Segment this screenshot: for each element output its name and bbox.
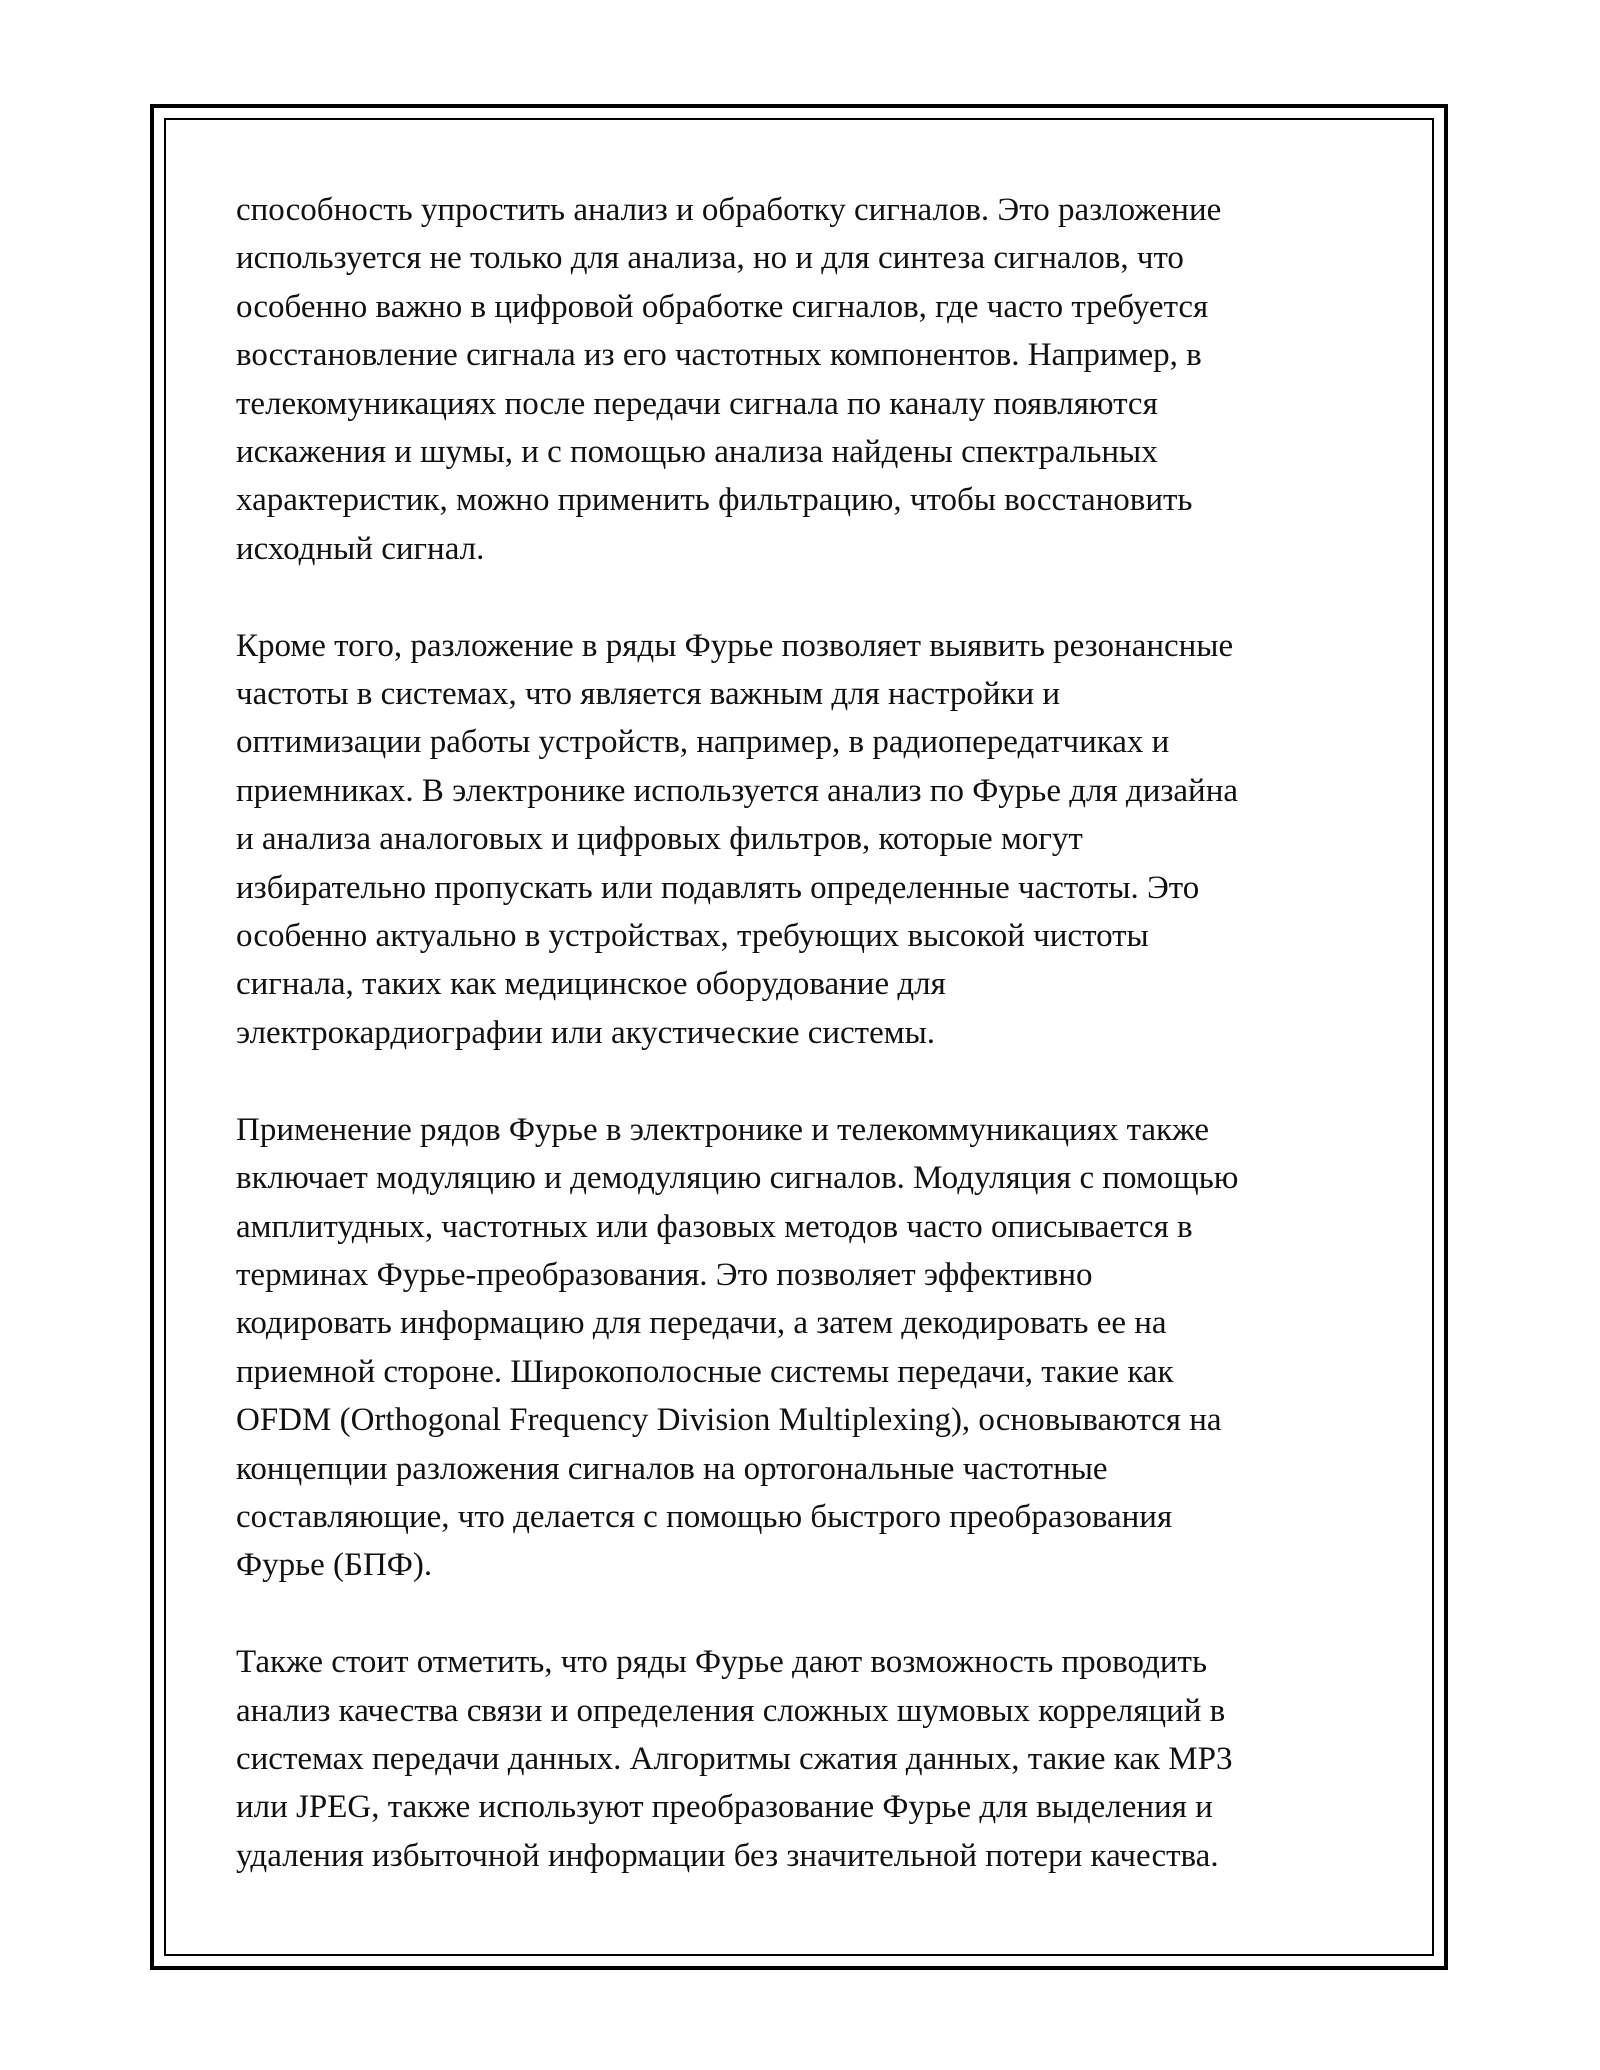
- text-line: OFDM (Orthogonal Frequency Division Multiplexing), основываются на: [236, 1402, 1222, 1439]
- text-line: Применение рядов Фурье в электронике и телекоммуникациях также: [236, 1111, 1210, 1148]
- text-line: характеристик, можно применить фильтрацию, чтобы восстановить: [236, 482, 1193, 519]
- text-line: телекомуникациях после передачи сигнала по каналу появляются: [236, 385, 1158, 422]
- text-line: удаления избыточной информации без значительной потери качества.: [236, 1837, 1219, 1874]
- text-line: анализ качества связи и определения сложных шумовых корреляций в: [236, 1692, 1226, 1729]
- text-line: Также стоит отметить, что ряды Фурье дают возможность проводить: [236, 1644, 1208, 1681]
- text-line: способность упростить анализ и обработку сигналов. Это разложение: [236, 192, 1222, 228]
- text-line: сигнала, таких как медицинское оборудование для: [236, 966, 946, 1003]
- text-line: восстановление сигнала из его частотных компонентов. Например, в: [236, 337, 1202, 374]
- text-line: электрокардиографии или акустические системы.: [236, 1014, 936, 1051]
- text-line: частоты в системах, что является важным для настройки и: [236, 676, 1061, 713]
- text-line: составляющие, что делается с помощью быстрого преобразования: [236, 1498, 1173, 1535]
- text-line: терминах Фурье-преобразования. Это позволяет эффективно: [236, 1256, 1093, 1293]
- text-line: искажения и шумы, и с помощью анализа найдены спектральных: [236, 434, 1158, 471]
- text-line: исходный сигнал.: [236, 530, 485, 567]
- text-line: кодировать информацию для передачи, а затем декодировать ее на: [236, 1305, 1167, 1342]
- paragraph-modulation-ofdm: [236, 1106, 1376, 1590]
- text-line: концепции разложения сигналов на ортогональные частотные: [236, 1450, 1108, 1487]
- paragraph-compression: [236, 1638, 1376, 1880]
- text-line: используется не только для анализа, но и для синтеза сигналов, что: [236, 240, 1184, 277]
- text-line: особенно важно в цифровой обработке сигналов, где часто требуется: [236, 288, 1209, 325]
- text-line: амплитудных, частотных или фазовых методов часто описывается в: [236, 1208, 1193, 1245]
- text-line: Фурье (БПФ).: [236, 1547, 433, 1584]
- text-line: или JPEG, также используют преобразование Фурье для выделения и: [236, 1789, 1213, 1826]
- paragraph-signal-synthesis: [236, 186, 1376, 573]
- text-line: включает модуляцию и демодуляцию сигналов. Модуляция с помощью: [236, 1160, 1239, 1197]
- text-line: системах передачи данных. Алгоритмы сжатия данных, такие как MP3: [236, 1740, 1233, 1777]
- text-line: оптимизации работы устройств, например, в радиопередатчиках и: [236, 724, 1170, 761]
- paragraph-resonance-filters: [236, 622, 1376, 1058]
- text-line: особенно актуально в устройствах, требующих высокой чистоты: [236, 918, 1149, 955]
- text-line: и анализа аналоговых и цифровых фильтров, которые могут: [236, 821, 1083, 858]
- text-line: избирательно пропускать или подавлять определенные частоты. Это: [236, 869, 1200, 906]
- text-line: приемниках. В электронике используется анализ по Фурье для дизайна: [236, 772, 1239, 809]
- document-body: [236, 186, 1376, 1929]
- text-line: приемной стороне. Широкополосные системы передачи, такие как: [236, 1353, 1174, 1390]
- text-line: Кроме того, разложение в ряды Фурье позволяет выявить резонансные: [236, 627, 1234, 664]
